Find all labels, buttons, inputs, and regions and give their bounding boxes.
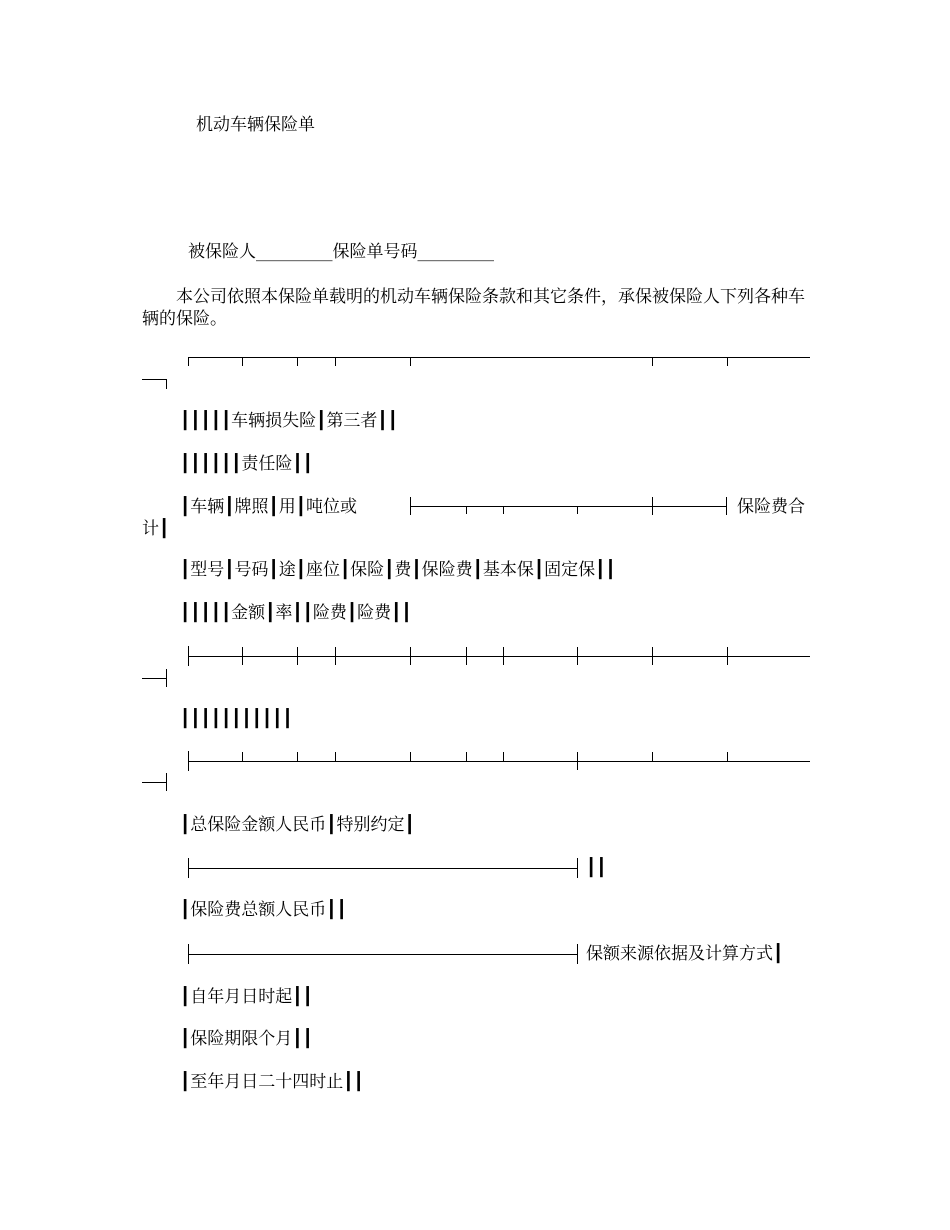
table-row: ┃保险期限个月┃┃: [180, 1029, 313, 1049]
document-title: 机动车辆保险单: [196, 115, 315, 135]
table-row: 保险费合: [737, 497, 805, 517]
table-row: ┃┃┃┃┃车辆损失险┃第三者┃┃: [180, 411, 398, 431]
table-row: ┃┃┃┃┃金额┃率┃┃险费┃险费┃┃: [180, 603, 412, 623]
table-row: ┃型号┃号码┃途┃座位┃保险┃费┃保险费┃基本保┃固定保┃┃: [180, 560, 616, 580]
table-row: ┃至年月日二十四时止┃┃: [180, 1072, 364, 1092]
table-row: 保额来源依据及计算方式┃: [586, 944, 784, 964]
table-row: 计┃: [142, 519, 170, 539]
table-row: ┃保险费总额人民币┃┃: [180, 900, 347, 920]
table-row: ┃自年月日时起┃┃: [180, 987, 313, 1007]
table-row: ┃总保险金额人民币┃特别约定┃: [180, 815, 415, 835]
insured-line: 被保险人_________保险单号码_________: [188, 242, 494, 262]
intro-paragraph: 本公司依照本保险单载明的机动车辆保险条款和其它条件，承保被保险人下列各种车辆的保险。: [142, 287, 805, 329]
table-row: ┃┃┃┃┃┃责任险┃┃: [180, 454, 313, 474]
table-row: ┃┃: [586, 858, 607, 878]
table-row: ┃车辆┃牌照┃用┃吨位或: [180, 497, 357, 517]
table-row: ┃┃┃┃┃┃┃┃┃┃┃: [180, 709, 293, 729]
